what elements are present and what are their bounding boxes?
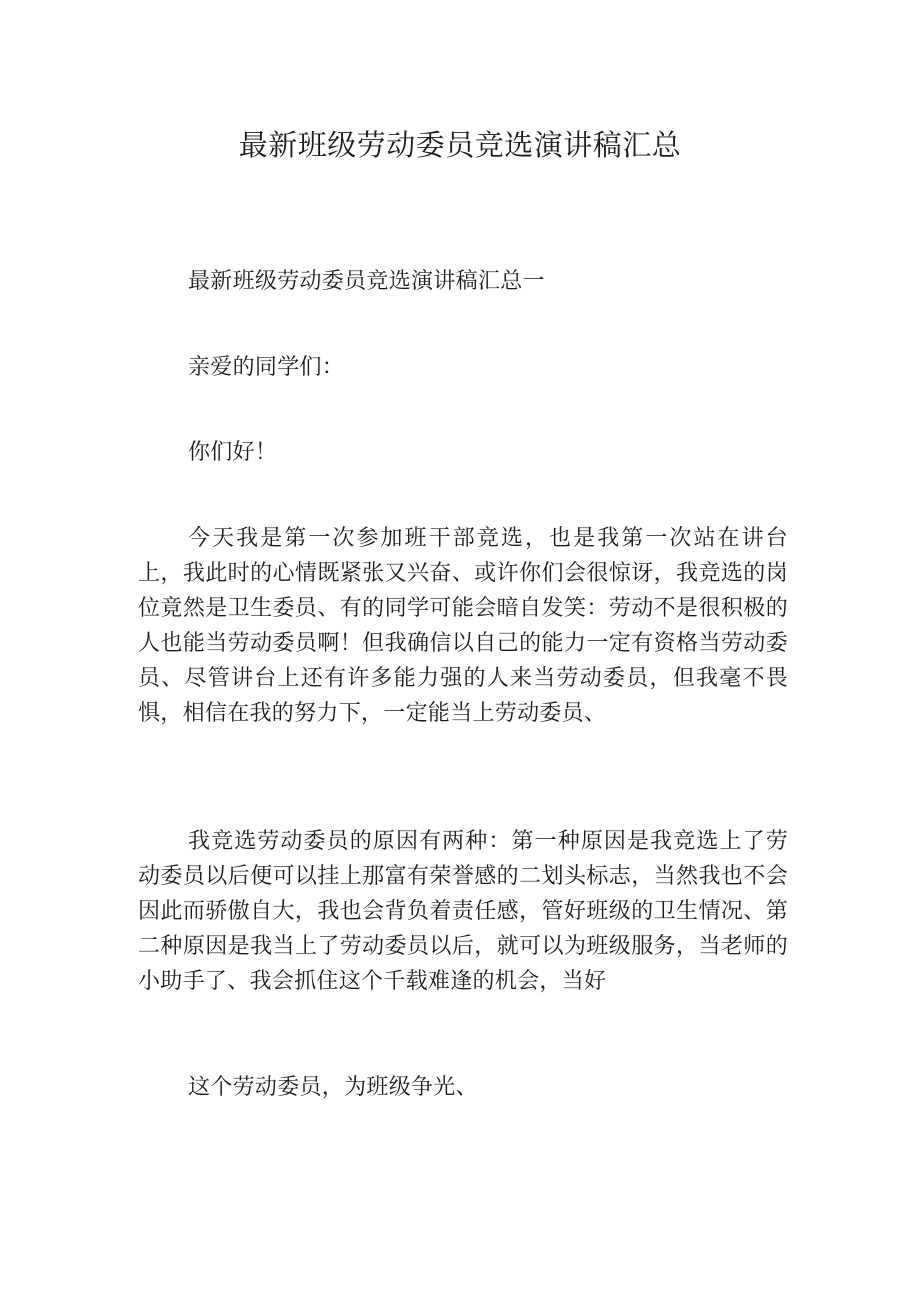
greeting-paragraph: 亲爱的同学们：: [188, 355, 345, 380]
hello-paragraph: 你们好！: [188, 440, 278, 465]
body-paragraph: 今天我是第一次参加班干部竞选，也是我第一次站在讲台上，我此时的心情既紧张又兴奋、或许你们会很惊讶，我竞选的岗位竟然是卫生委员、有的同学可能会暗自发笑：劳动不是很积极的人也能当劳动委员啊！但我确信以自己的能力一定有资格当劳动委员、尽管讲台上还有许多能力强的人来当劳动委员，但我毫不畏惧，相信在我的努力下，一定能当上劳动委员、: [138, 526, 788, 726]
document-title: 最新班级劳动委员竞选演讲稿汇总: [238, 128, 682, 162]
section-heading: 最新班级劳动委员竞选演讲稿汇总一: [188, 269, 545, 294]
body-paragraph: 我竞选劳动委员的原因有两种：第一种原因是我竞选上了劳动委员以后便可以挂上那富有荣誉感的二划头标志，当然我也不会因此而骄傲自大，我也会背负着责任感，管好班级的卫生情况、第二种原因是我当上了劳动委员以后，就可以为班级服务，当老师的小助手了、我会抓住这个千载难逢的机会，当好: [138, 829, 788, 994]
body-paragraph: 这个劳动委员，为班级争光、: [188, 1075, 478, 1100]
